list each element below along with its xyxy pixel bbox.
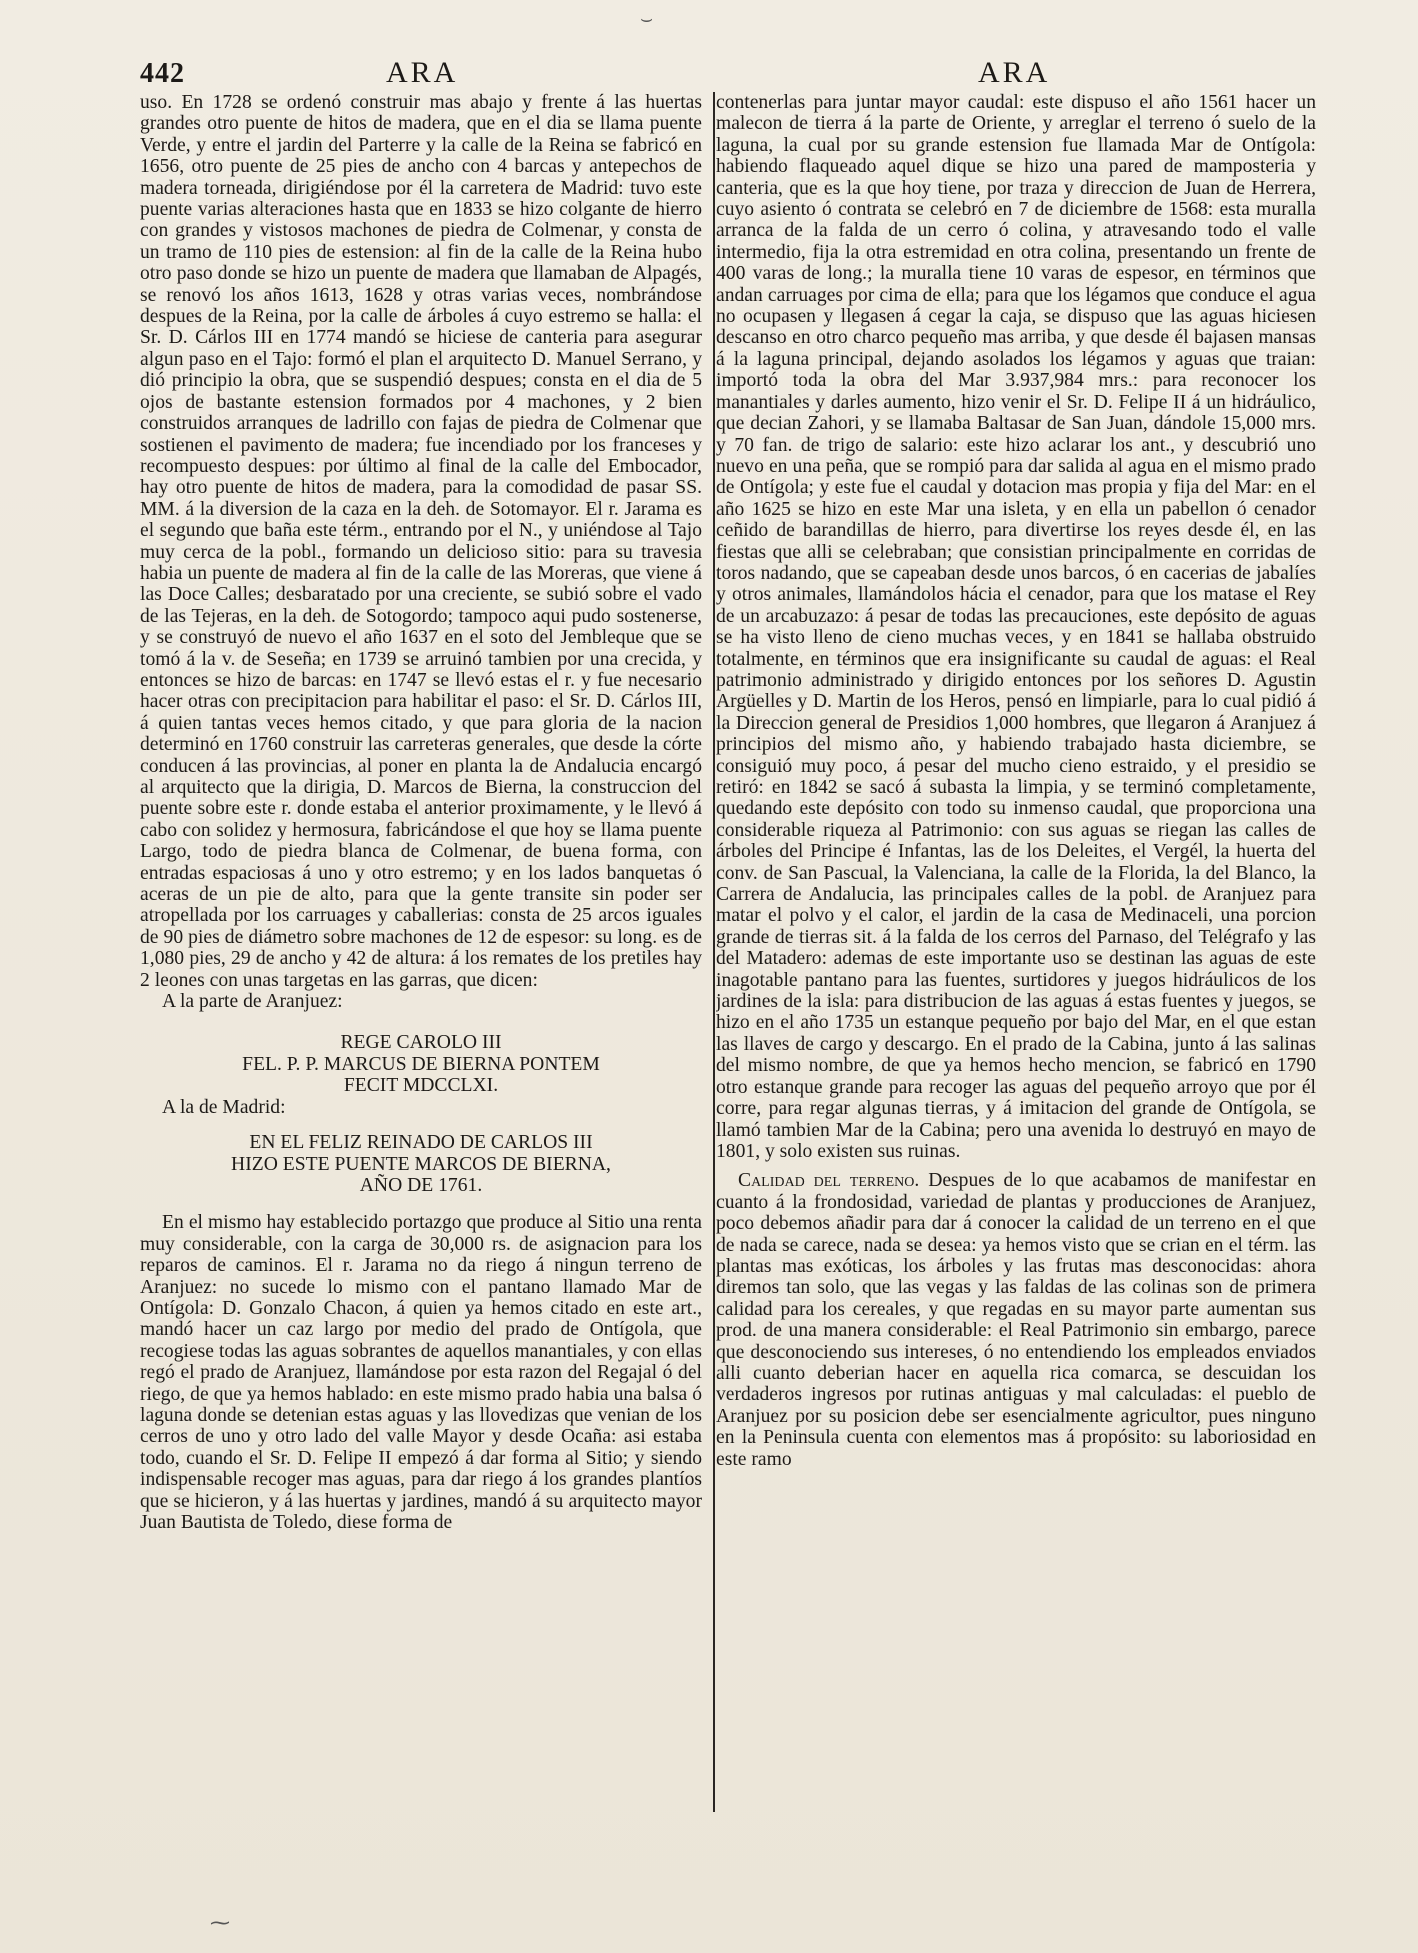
- paragraph-portazgo: En el mismo hay establecido portazgo que produce al Sitio una renta muy considerable, con la carga de 30,000 rs. de asignacion para los reparos de caminos. El r. Jarama no da riego á ningun terreno de Aranjuez: no sucede lo mismo con el pantano llamado Mar de Ontígola: D. Gonzalo Chacon, á quien ya hemos citado en este art., mandó hacer un caz largo por medio del prado de Ontígola, que recogiese todas las aguas sobrantes de aquellos manantiales, y con ellas regó el prado de Aranjuez, llamándose por esta razon del Regajal ó del riego, de que ya hemos hablado: en este mismo prado habia una balsa ó laguna donde se detenian estas aguas y las llovedizas que venian de los cerros de uno y otro lado del valle Mayor y desde Ocaña: asi estaba todo, cuando el Sr. D. Felipe II empezó á dar forma al Sitio; y siendo indispensable recoger mas aguas, para dar riego á los grandes plantíos que se hicieron, y á las huertas y jardines, mandó á su arquitecto mayor Juan Bautista de Toledo, diese forma de: [140, 1212, 702, 1533]
- paragraph-calidad-text: Despues de lo que acabamos de manifestar en cuanto á la frondosidad, variedad de plantas y producciones de Aranjuez, poco debemos añadir para dar á conocer la calidad de un terreno en el que de nada se carece, nada se desea: ya hemos visto que se crian en el térm. las plantas mas exóticas, los árboles y las frutas mas desconocidas: ahora diremos tan solo, que las vegas y las faldas de las colinas son de primera calidad para los cereales, y que regadas en su mayor parte aumentan sus prod. de una manera considerable: el Real Patrimonio sin embargo, parece que desconociendo sus intereses, ó no entendiendo los empleados enviados alli cuanto deberian hacer en aquella rica comarca, se descuidan los verdaderos ingresos por rutinas antiguas y mal calculadas: el pueblo de Aranjuez por su posicion debe ser esencialmente agricultor, pues ninguno en la Peninsula cuenta con elementos mas á propósito: su laboriosidad en este ramo: [716, 1170, 1316, 1470]
- page-number: 442: [140, 58, 185, 89]
- paragraph-bridges: uso. En 1728 se ordenó construir mas abajo y frente á las huertas grandes otro puente de hitos de madera, que en el dia se llama puente Verde, y entre el jardin del Parterre y la calle de la Reina se fabricó en 1656, otro puente de 25 pies de ancho con 4 barcas y antepechos de madera torneada, dirigiéndose por él la carretera de Madrid: tuvo este puente varias alteraciones hasta que en 1833 se hizo colgante de hierro con grandes y vistosos machones de piedra de Colmenar, y consta de un tramo de 110 pies de estension: al fin de la calle de la Reina hubo otro paso donde se hizo un puente de madera que llamaban de Alpagés, se renovó los años 1613, 1628 y otras varias veces, nombrándose despues de la Reina, por la calle de árboles á cuyo estremo se halla: el Sr. D. Cárlos III en 1774 mandó se hiciese de canteria para asegurar algun paso en el Tajo: formó el plan el arquitecto D. Manuel Serrano, y dió principio la obra, que se suspendió despues; consta en el dia de 5 ojos de bastante estension formados por 4 machones, y 2 bien construidos arranques de ladrillo con fajas de piedra de Colmenar que sostienen el pavimento de madera; fue incendiado por los franceses y recompuesto despues: por último al final de la calle del Embocador, hay otro puente de hitos de madera, para la comodidad de pasar SS. MM. á la diversion de la caza en la deh. de Sotomayor. El r. Jarama es el segundo que baña este térm., entrando por el N., y uniéndose al Tajo muy cerca de la pobl., formando un delicioso sitio: para su travesia habia un puente de madera al fin de la calle de las Moreras, que viene á las Doce Calles; desbaratado por una creciente, se subió sobre el vado de las Tejeras, en la deh. de Sotogordo; tampoco aqui pudo sostenerse, y se construyó de nuevo el año 1637 en el soto del Jembleque que se tomó á la v. de Seseña; en 1739 se arruinó tambien por una crecida, y entonces se hizo de barcas: en 1747 se llevó estas el r. y fue necesario hacer otras con precipitacion para habilitar el paso: el Sr. D. Cárlos III, á quien tantas veces hemos citado, y que para gloria de la nacion determinó en 1760 construir las carreteras generales, que desde la córte conducen á las provincias, al poner en planta la de Andalucia encargó al arquitecto que la dirigia, D. Marcos de Bierna, la construccion del puente sobre este r. donde estaba el anterior proximamente, y le llevó á cabo con solidez y hermosura, fabricándose el que hoy se llama puente Largo, todo de piedra blanca de Colmenar, de buena forma, con entradas espaciosas á uno y otro estremo; y en los lados banquetas ó aceras de un pie de alto, para que la gente transite sin poder ser atropellada por los carruages y caballerias: consta de 25 arcos iguales de 90 pies de diámetro sobre machones de 12 de espesor: su long. es de 1,080 pies, 29 de ancho y 42 de altura: á los remates de los pretiles hay 2 leones con unas targetas en las garras, que dicen:: [140, 92, 702, 991]
- paragraph-calidad: [716, 1170, 1316, 1470]
- inscription-intro-madrid: A la de Madrid:: [162, 1096, 286, 1118]
- ink-mark: ⌣: [640, 8, 654, 30]
- inscription-line: FEL. P. P. MARCUS DE BIERNA PONTEM: [242, 1053, 600, 1075]
- inscription-spanish: [140, 1132, 702, 1196]
- inscription-latin: [140, 1032, 702, 1096]
- ink-mark: ⁓: [210, 1912, 230, 1934]
- inscription-line: FECIT MDCCLXI.: [343, 1075, 499, 1097]
- column-rule: [713, 92, 715, 1812]
- right-column: [716, 92, 1316, 1812]
- inscription-line: REGE CAROLO III: [340, 1032, 502, 1054]
- section-heading: Calidad del terreno.: [738, 1170, 920, 1192]
- paragraph-mar-ontigola: contenerlas para juntar mayor caudal: este dispuso el año 1561 hacer un malecon de tierra á la parte de Oriente, y arreglar el terreno ó suelo de la laguna, la cual por su grande estension fue llamada Mar de Ontígola: habiendo flaqueado aquel dique se hizo una pared de mamposteria y canteria, que es la que hoy tiene, por traza y direccion de Juan de Herrera, cuyo asiento ó contrata se celebró en 7 de diciembre de 1568: esta muralla arranca de la falda de un cerro ó colina, y atravesando todo el valle intermedio, fija la otra estremidad en otra colina, presentando un frente de 400 varas de long.; la muralla tiene 10 varas de espesor, en términos que andan carruages por cima de ella; para que los légamos que conduce el agua no ocupasen y llegasen á cegar la caja, se dispuso que las aguas hiciesen descanso en otro charco pequeño mas arriba, y que desde él bajasen mansas á la laguna principal, dejando asolados los légamos y aguas que traian: importó toda la obra del Mar 3.937,984 mrs.: para reconocer los manantiales y darles aumento, hizo venir el Sr. D. Felipe II á un hidráulico, que decian Zahori, y se llamaba Baltasar de San Juan, dándole 15,000 mrs. y 70 fan. de trigo de salario: este hizo aclarar los ant., y descubrió uno nuevo en una peña, que se rompió para dar salida al agua en el mismo prado de Ontígola; y este fue el caudal y dotacion mas propia y fija del Mar: en el año 1625 se hizo en este Mar una isleta, y en ella un pabellon ó cenador ceñido de barandillas de hierro, para divertirse los reyes desde él, en las fiestas que alli se celebraban; que consistian principalmente en corridas de toros nadando, que se capeaban desde unos barcos, ó en cacerias de jabalíes y otros animales, llamándolos hácia el cenador, para que los matase el Rey de un arcabuzazo: á pesar de todas las precauciones, este depósito de aguas se ha visto lleno de cieno muchas veces, y en 1841 se hallaba obstruido totalmente, en términos que era insignificante su caudal de aguas: el Real patrimonio administrado y dirigido entonces por los señores D. Agustin Argüelles y D. Martin de los Heros, pensó en limpiarle, para lo cual pidió á la Direccion general de Presidios 1,000 hombres, que llegaron á Aranjuez á principios del mismo año, y habiendo trabajado hasta diciembre, se consiguió muy poco, á pesar del mucho cieno estraido, y el presidio se retiró: en 1842 se sacó á subasta la limpia, y se terminó completamente, quedando este depósito con todo su inmenso caudal, que proporciona una considerable riqueza al Patrimonio: con sus aguas se riegan las calles de árboles del Principe é Infantas, las de los Deleites, el Vergél, la huerta del conv. de San Pascual, la Valenciana, la calle de la Florida, la del Blanco, la Carrera de Andalucia, las principales calles de la pobl. de Aranjuez para matar el polvo y el calor, el jardin de la casa de Medinaceli, una porcion grande de tierras sit. á la falda de los cerros del Parnaso, del Telégrafo y las del Matadero: ademas de este importante uso se destinan las aguas de este inagotable pantano para las fuentes, surtidores y juegos hidráulicos de los jardines de la isla: para distribucion de las aguas á estas fuentes y juegos, se hizo en el año 1735 un estanque pequeño por bajo del Mar, en el que estan las llaves de cargo y descargo. En el prado de la Cabina, junto á las salinas del mismo nombre, de que ya hemos hecho mencion, se fabricó en 1790 otro estanque grande para recoger las aguas del pequeño arroyo que por él corre, para regar algunas tierras, y á imitacion del grande de Ontígola, se llamó tambien Mar de la Cabina; pero una avenida lo destruyó en mayo de 1801, y solo existen sus ruinas.: [716, 92, 1316, 1162]
- inscription-line: EN EL FELIZ REINADO DE CARLOS III: [249, 1132, 593, 1154]
- running-head-left: ARA: [386, 56, 459, 89]
- inscription-intro-aranjuez: A la parte de Aranjuez:: [162, 991, 343, 1013]
- left-column: [140, 92, 702, 1812]
- running-head-right: ARA: [978, 56, 1051, 89]
- inscription-line: AÑO DE 1761.: [359, 1174, 483, 1196]
- inscription-line: HIZO ESTE PUENTE MARCOS DE BIERNA,: [231, 1153, 611, 1175]
